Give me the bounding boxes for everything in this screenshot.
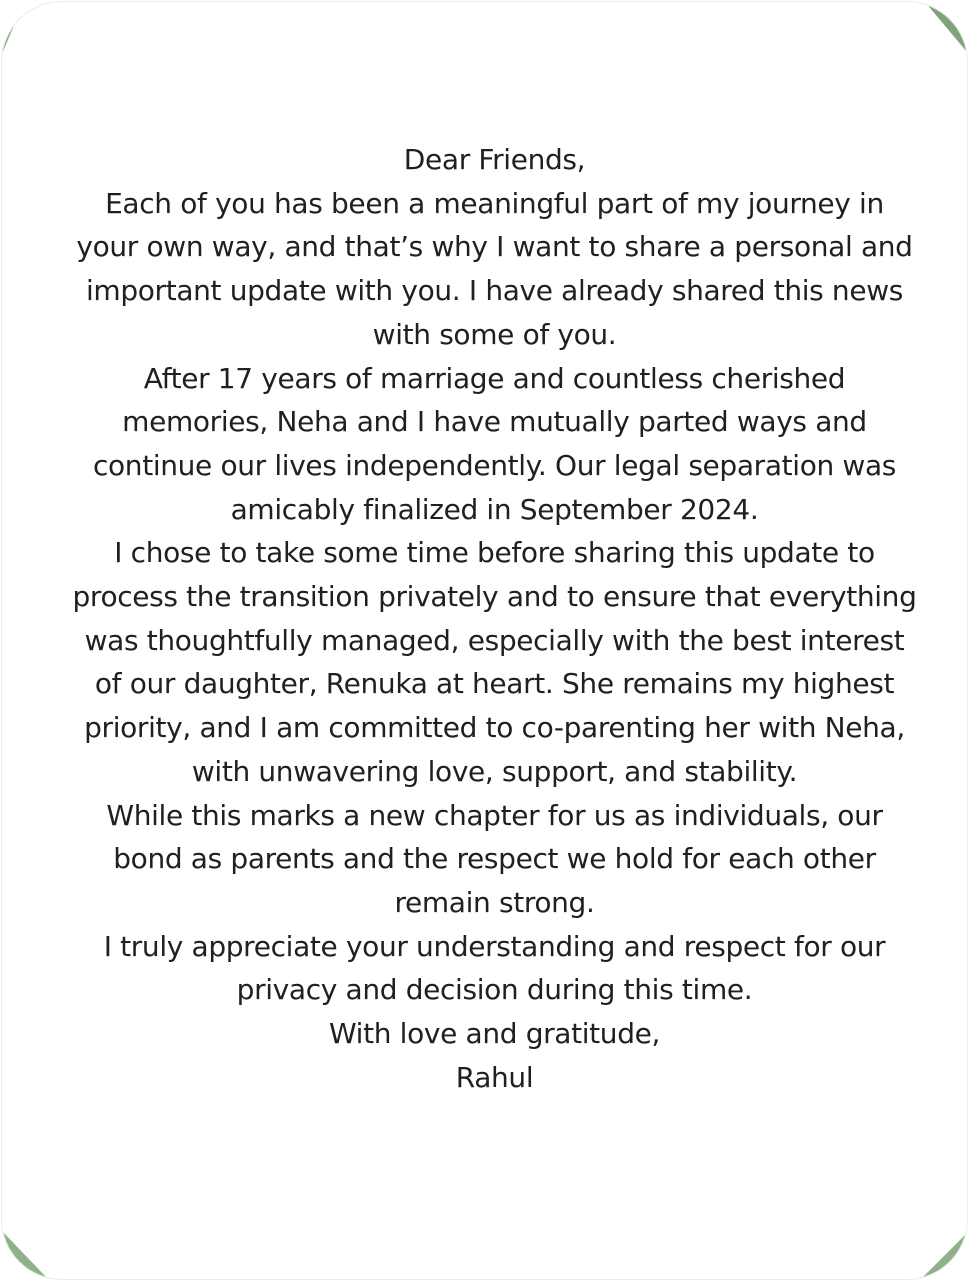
- corner-leaf-top-right-icon: [911, 2, 967, 58]
- signature: Rahul: [455, 1060, 534, 1094]
- corner-leaf-bottom-right-icon: [911, 1223, 967, 1279]
- paragraph-coparenting: I chose to take some time before sharing this update to process the transition privately and to ensure that everything was thoughtfully managed, especially with the best interest of our daughter, Renuka at heart. She remains my highest priority, and I am committed to co-parenting her with Neha, with unwavering love, support, and stability.: [72, 536, 917, 788]
- paragraph-intro: Each of you has been a meaningful part of my journey in your own way, and that’s why I want to share a personal and important update with you. I have already shared this news with some of you.: [76, 186, 913, 351]
- paragraph-separation: After 17 years of marriage and countless cherished memories, Neha and I have mutually parted ways and continue our lives independently. Our legal separation was amicably finalized in September 2024.: [92, 361, 897, 526]
- paragraph-new-chapter: While this marks a new chapter for us as individuals, our bond as parents and the respect we hold for each other remain strong.: [106, 798, 883, 919]
- paragraph-privacy: I truly appreciate your understanding and respect for our privacy and decision during this time.: [103, 929, 886, 1007]
- closing: With love and gratitude,: [328, 1017, 661, 1051]
- corner-leaf-top-left-icon: [2, 2, 58, 58]
- salutation: Dear Friends,: [403, 143, 586, 176]
- letter-card: [2, 2, 967, 1279]
- letter-body: [72, 138, 917, 1099]
- corner-leaf-bottom-left-icon: [2, 1223, 58, 1279]
